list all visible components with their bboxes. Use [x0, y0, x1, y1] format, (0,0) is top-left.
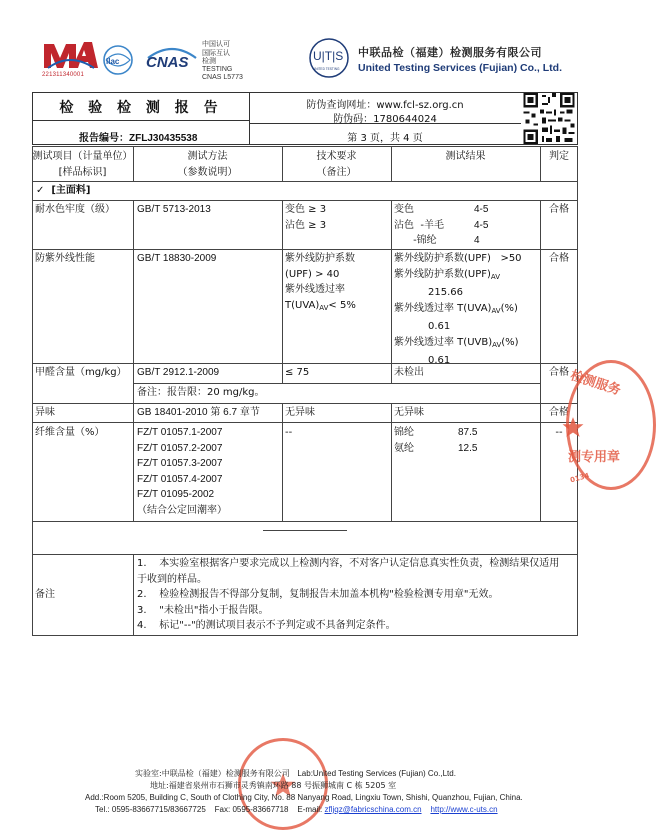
row-judge-formaldehyde: 合格	[549, 367, 569, 378]
anti-counterfeit-code: 防伪码：1780644024	[333, 114, 437, 125]
test-results-table	[32, 146, 578, 636]
company-name-en: United Testing Services (Fujian) Co., Ltd.	[358, 62, 562, 74]
accreditation-logos	[40, 38, 270, 86]
remarks-label: 备注	[35, 589, 55, 600]
row-judge-odor: 合格	[549, 407, 569, 418]
footer-lab-en: Lab:United Testing Services (Fujian) Co.,Ltd.	[297, 769, 456, 778]
row-result-uv: 紫外线防护系数(UPF) >50 紫外线防护系数$(UPF)_{AV}$ 215.66 紫外线透过率 $T(UVA)_{AV}(\%)$ 0.61 紫外线透过率 $T(UVB)_{AV}(\%)$ 0.61	[394, 253, 522, 366]
footer-website-link[interactable]: http://www.c-uts.cn	[430, 805, 498, 814]
row-result-odor: 无异味	[394, 407, 424, 418]
row-method-colorfastness: GB/T 5713-2013	[137, 204, 211, 215]
ilac-logo-icon	[100, 44, 140, 76]
cnas-accreditation-text: 中国认可 国际互认 检测 TESTING CNAS L5773	[202, 40, 243, 81]
row-result-fiber: 锦纶 氨纶	[394, 427, 414, 454]
row-requirement-colorfastness: 变色 ≥ 3 沾色 ≥ 3	[285, 204, 327, 231]
section-label: ✓ [主面料]	[36, 185, 91, 196]
uts-logo-icon	[307, 38, 351, 80]
row-method-uv: GB/T 18830-2009	[137, 253, 217, 264]
cnas-logo-icon	[144, 42, 200, 76]
row-judge-colorfastness: 合格	[549, 204, 569, 215]
row-result-values-fiber: 87.5 12.5	[458, 427, 478, 454]
row-item-formaldehyde: 甲醛含量（mg/kg）	[35, 367, 127, 378]
remarks-list: 1. 本实验室根据客户要求完成以上检测内容，不对客户认定信息真实性负责，检测结果仅适用 于收到的样品。 2. 检验检测报告不得部分复制，复制报告未加盖本机构"检验检测专用章"无效。 3. "未检出"指小于报告限。 4. 标记"--"的测试项目表示不予判定或不具备判定条件。	[137, 558, 560, 631]
cnas-logo-label: CNAS	[146, 54, 189, 71]
column-header-judge: 判定	[549, 151, 569, 162]
column-header-method: 测试方法 （参数说明）	[177, 151, 238, 178]
footer-tel-fax: Tel.: 0595-83667715/83667725 Fax: 0595-83667718 E-mail:	[95, 805, 325, 814]
row-item-fiber: 纤维含量（%）	[35, 427, 105, 438]
row-item-colorfastness: 耐水色牢度（级）	[35, 204, 115, 215]
company-name-cn: 中联品检（福建）检测服务有限公司	[358, 46, 542, 59]
row-requirement-formaldehyde: ≤ 75	[285, 367, 310, 378]
row-item-uv: 防紫外线性能	[35, 253, 95, 264]
svg-text:UNITED TESTING: UNITED TESTING	[313, 67, 340, 71]
column-header-requirement: 技术要求 （备注）	[316, 151, 357, 178]
row-method-formaldehyde: GB/T 2912.1-2009	[137, 367, 220, 378]
row-method-fiber: FZ/T 01057.1-2007 FZ/T 01057.2-2007 FZ/T 01057.3-2007 FZ/T 01057.4-2007 FZ/T 01095-2002 （结合公定回潮率）	[137, 427, 227, 516]
row-requirement-uv: 紫外线防护系数 (UPF) > 40 紫外线透过率 $T(UVA)_{AV}< 5\%$	[285, 253, 356, 312]
report-number: 报告编号：ZFLJ30435538	[79, 133, 198, 144]
cma-number: 221311340001	[42, 72, 84, 78]
query-website: 防伪查询网址：www.fcl-sz.org.cn	[306, 100, 464, 111]
row-judge-fiber: --	[555, 427, 563, 438]
row-result-colorfastness: 变色 沾色 -羊毛 -锦纶	[394, 204, 444, 246]
footer-address-en: Add.:Room 5205, Building C, South of Clothing City, No. 88 Nanyang Road, Lingxiu Town, Shishi, Quanzhou, Fujian, China.	[85, 793, 523, 802]
check-icon: ✓	[36, 185, 45, 196]
row-method-odor: GB 18401-2010 第 6.7 章节	[137, 407, 260, 418]
svg-text:ilac: ilac	[106, 57, 120, 66]
column-header-item: 测试项目（计量单位） [样品标识]	[32, 151, 133, 178]
qr-code-icon	[523, 93, 575, 144]
page-info: 第 3 页，共 4 页	[347, 133, 423, 144]
row-requirement-odor: 无异味	[285, 407, 315, 418]
footer-lab-cn: 实验室:中联品检（福建）检测服务有限公司	[135, 769, 290, 778]
row-result-formaldehyde: 未检出	[394, 367, 424, 378]
footer-email-link[interactable]: zfljqz@fabricschina.com.cn	[324, 805, 422, 814]
report-number-value: ZFLJ30435538	[129, 133, 198, 144]
report-title: 检 验 检 测 报 告	[59, 100, 223, 116]
column-header-result: 测试结果	[445, 151, 486, 162]
row-requirement-fiber: --	[285, 427, 293, 438]
uts-logo-text: U|T|S	[313, 49, 344, 63]
row-result-values-colorfastness: 4-5 4-5 4	[474, 204, 489, 246]
row-judge-uv: 合格	[549, 253, 569, 264]
stamp-star-icon	[562, 416, 584, 438]
row-item-odor: 异味	[35, 407, 55, 418]
report-header-table	[32, 92, 578, 145]
footer-address-cn: 地址:福建省泉州市石狮市灵秀镇南环路 88 号振狮城南 C 栋 5205 室	[150, 781, 397, 790]
row-note-formaldehyde: 备注：报告限：20 mg/kg。	[137, 387, 265, 398]
